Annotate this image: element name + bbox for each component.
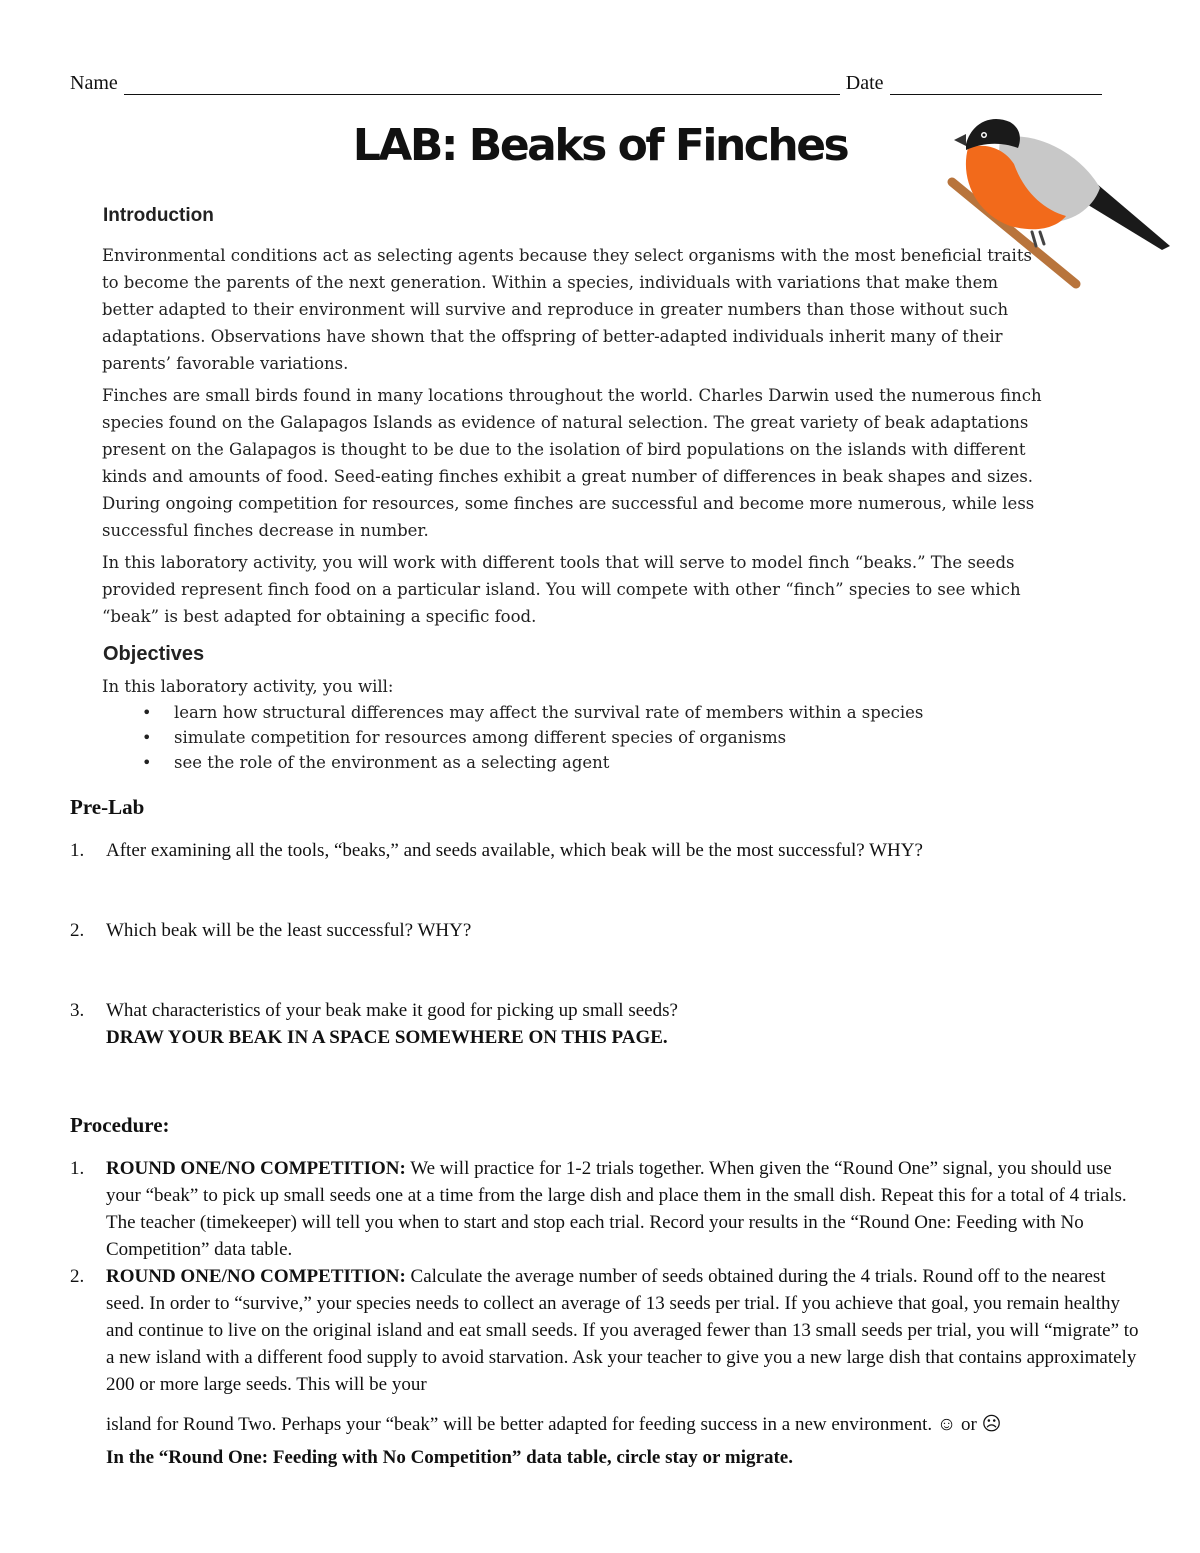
- step-body-continued: island for Round Two. Perhaps your “beak” will be better adapted for feeding success in a new environment. ☺ or ☹: [106, 1414, 1002, 1435]
- step-body: We will practice for 1-2 trials together. When given the “Round One” signal, you should use your “beak” to pick up small seeds one at a time from the large dish and place them in the small dish. Repeat this for a total of 4 trials. The teacher (timekeeper) will tell you when to start and stop each trial. Record your results in the “Round One: Feeding with No Competition” data table.: [106, 1158, 1127, 1260]
- prelab-question-1: [70, 837, 1140, 864]
- prelab-heading: Pre-Lab: [70, 795, 145, 819]
- step-number: 2.: [70, 1266, 85, 1287]
- procedure-step-1: [70, 1155, 1140, 1263]
- objectives-body: [102, 673, 1047, 775]
- objective-item: • see the role of the environment as a selecting agent: [174, 750, 1047, 775]
- step-number: 1.: [70, 1158, 85, 1179]
- question-number: 2.: [70, 920, 85, 941]
- step-lead: ROUND ONE/NO COMPETITION:: [106, 1158, 406, 1179]
- page-title: LAB: Beaks of Finches: [352, 120, 848, 171]
- draw-beak-instruction: DRAW YOUR BEAK IN A SPACE SOMEWHERE ON THIS PAGE.: [106, 1027, 668, 1048]
- question-text: What characteristics of your beak make it good for picking up small seeds?: [106, 1000, 678, 1021]
- intro-paragraph-1: Environmental conditions act as selecting agents because they select organisms with the most beneficial traits to become the parents of the next generation. Within a species, individuals with variations that make them better adapted to their environment will survive and reproduce in greater numbers than those without such adaptations. Observations have shown that the offspring of better-adapted individuals inherit many of their parents’ favorable variations.: [102, 246, 1032, 373]
- circle-instruction: In the “Round One: Feeding with No Competition” data table, circle stay or migrate.: [106, 1447, 793, 1468]
- objective-item: • learn how structural differences may affect the survival rate of members within a species: [174, 700, 1047, 725]
- step-text: [106, 1155, 1140, 1263]
- date-blank[interactable]: [890, 72, 1102, 95]
- prelab-question-2: [70, 917, 1140, 944]
- name-date-line: [70, 72, 1125, 95]
- question-number: 3.: [70, 1000, 85, 1021]
- date-label: Date: [845, 72, 884, 94]
- objectives-heading: Objectives: [103, 643, 205, 665]
- introduction-heading: Introduction: [103, 205, 214, 226]
- name-blank[interactable]: [124, 72, 840, 95]
- procedure-step-2: [70, 1263, 1140, 1471]
- name-label: Name: [70, 72, 118, 94]
- objective-item: • simulate competition for resources among different species of organisms: [174, 725, 1047, 750]
- step-lead: ROUND ONE/NO COMPETITION:: [106, 1266, 406, 1287]
- objectives-intro: In this laboratory activity, you will:: [102, 677, 394, 696]
- question-text: After examining all the tools, “beaks,” and seeds available, which beak will be the most successful? WHY?: [106, 840, 923, 861]
- step-text: [106, 1263, 1140, 1471]
- introduction-body: [102, 242, 1047, 635]
- procedure-heading: Procedure:: [70, 1113, 170, 1137]
- prelab-question-3: [70, 997, 1140, 1051]
- objectives-list: [102, 700, 1047, 775]
- intro-paragraph-3: In this laboratory activity, you will work with different tools that will serve to model finch “beaks.” The seeds provided represent finch food on a particular island. You will compete with other “finch” species to see which “beak” is best adapted for obtaining a specific food.: [102, 553, 1021, 626]
- question-number: 1.: [70, 840, 85, 861]
- intro-paragraph-2: Finches are small birds found in many locations throughout the world. Charles Darwin used the numerous finch species found on the Galapagos Islands as evidence of natural selection. The great variety of beak adaptations present on the Galapagos is thought to be due to the isolation of bird populations on the islands with different kinds and amounts of food. Seed-eating finches exhibit a great number of differences in beak shapes and sizes. During ongoing competition for resources, some finches are successful and become more numerous, while less successful finches decrease in number.: [102, 386, 1042, 540]
- step-body: Calculate the average number of seeds obtained during the 4 trials. Round off to the nearest seed. In order to “survive,” your species needs to collect an average of 13 seeds per trial. If you achieve that goal, you remain healthy and continue to live on the original island and eat small seeds. If you averaged fewer than 13 small seeds per trial, you will “migrate” to a new island with a different food supply to avoid starvation. Ask your teacher to give you a new large dish that contains approximately 200 or more large seeds. This will be your: [106, 1266, 1139, 1395]
- question-text: Which beak will be the least successful? WHY?: [106, 920, 472, 941]
